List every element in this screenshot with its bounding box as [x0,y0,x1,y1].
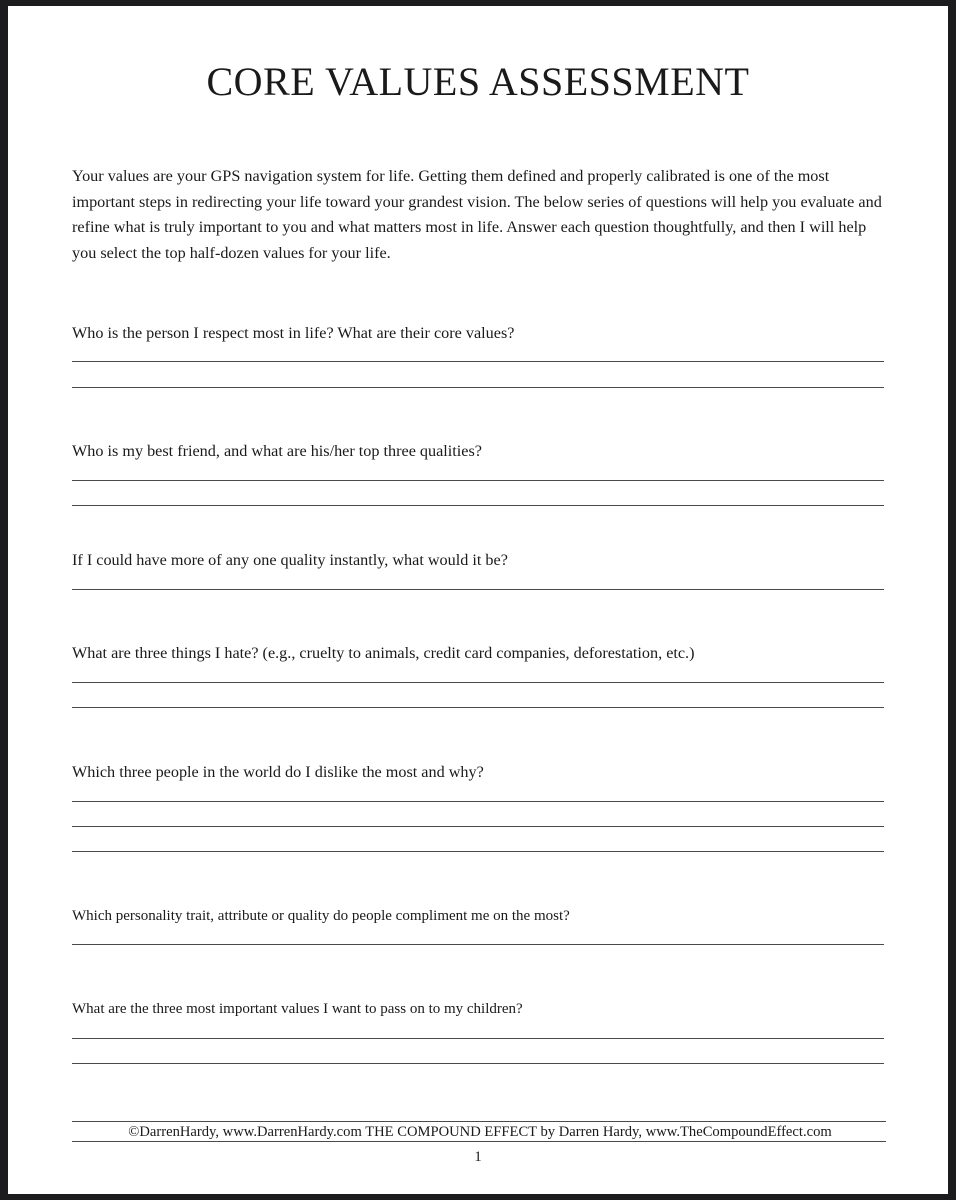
document-page [8,6,948,1194]
question-1: Who is the person I respect most in life? What are their core values? [72,324,515,342]
question-2: Who is my best friend, and what are his/her top three qualities? [72,442,482,460]
answer-line[interactable] [72,851,884,852]
page-title: CORE VALUES ASSESSMENT [206,59,750,104]
question-7: What are the three most important values I want to pass on to my children? [72,1001,523,1017]
footer-divider [72,1121,886,1122]
answer-line[interactable] [72,505,884,506]
answer-line[interactable] [72,682,884,683]
question-5: Which three people in the world do I dislike the most and why? [72,763,484,781]
answer-line[interactable] [72,1063,884,1064]
footer-copyright: ©DarrenHardy, www.DarrenHardy.com THE COMPOUND EFFECT by Darren Hardy, www.TheCompoundEffect.com [128,1124,832,1140]
question-6: Which personality trait, attribute or quality do people compliment me on the most? [72,908,570,924]
answer-line[interactable] [72,944,884,945]
answer-line[interactable] [72,707,884,708]
page-number: 1 [474,1149,482,1165]
question-3: If I could have more of any one quality instantly, what would it be? [72,551,508,569]
footer-underline [72,1141,886,1142]
intro-paragraph: Your values are your GPS navigation system for life. Getting them defined and properly calibrated is one of the most important steps in redirecting your life toward your grandest vision. The below series of questions will help you evaluate and refine what is truly important to you and what matters most in life. Answer each question thoughtfully, and then I will help you select the top half-dozen values for your life. [72,167,882,263]
answer-line[interactable] [72,387,884,388]
answer-line[interactable] [72,589,884,590]
answer-line[interactable] [72,1038,884,1039]
question-4: What are three things I hate? (e.g., cruelty to animals, credit card companies, deforestation, etc.) [72,644,695,662]
answer-line[interactable] [72,480,884,481]
answer-line[interactable] [72,801,884,802]
answer-line[interactable] [72,826,884,827]
answer-line[interactable] [72,361,884,362]
